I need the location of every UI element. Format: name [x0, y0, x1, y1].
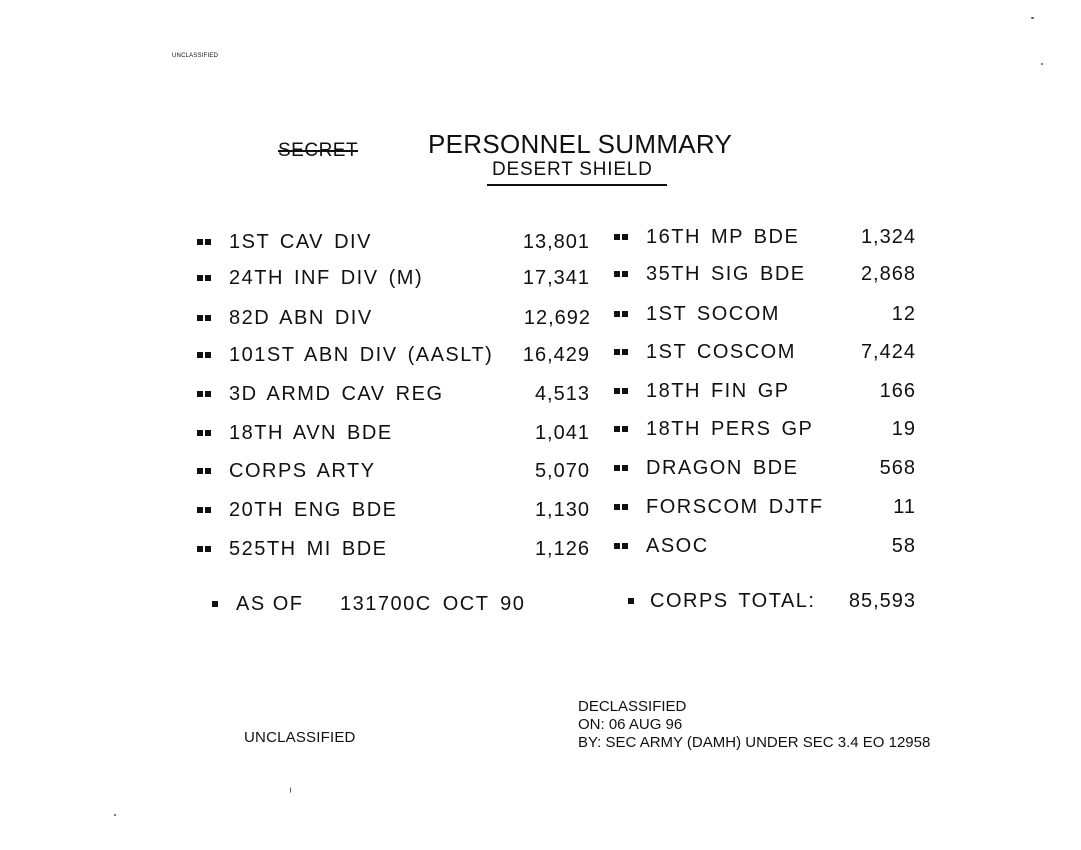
unit-name: 18TH AVN BDE [229, 422, 393, 444]
double-bullet-icon [197, 352, 213, 358]
double-bullet-icon [614, 543, 630, 549]
double-bullet-icon [197, 239, 213, 245]
unit-personnel-count: 12 [891, 303, 916, 325]
unit-name: 525TH MI BDE [229, 538, 388, 560]
unit-row [614, 341, 916, 367]
double-bullet-icon [614, 465, 630, 471]
unit-name: 1ST COSCOM [646, 341, 796, 363]
unit-name: 20TH ENG BDE [229, 499, 398, 521]
unit-personnel-count: 16,429 [522, 344, 590, 366]
double-bullet-icon [614, 271, 630, 277]
unit-personnel-count: 2,868 [860, 263, 916, 285]
double-bullet-icon [614, 388, 630, 394]
unit-personnel-count: 5,070 [534, 460, 590, 482]
unit-row [197, 422, 590, 448]
double-bullet-icon [197, 507, 213, 513]
unit-name: 1ST SOCOM [646, 303, 780, 325]
scan-speck [1041, 63, 1043, 65]
unit-personnel-count: 19 [891, 418, 916, 440]
double-bullet-icon [197, 315, 213, 321]
bullet-icon [212, 601, 218, 607]
double-bullet-icon [197, 546, 213, 552]
corps-total [628, 590, 918, 616]
unit-personnel-count: 1,126 [534, 538, 590, 560]
page-title: PERSONNEL SUMMARY [428, 129, 733, 159]
double-bullet-icon [614, 311, 630, 317]
double-bullet-icon [197, 391, 213, 397]
bullet-icon [628, 598, 634, 604]
double-bullet-icon [614, 234, 630, 240]
scan-speck [1031, 17, 1034, 19]
unit-row [197, 499, 590, 525]
unit-row [197, 344, 590, 370]
unit-name: CORPS ARTY [229, 460, 376, 482]
unit-row [614, 380, 916, 406]
unit-name: DRAGON BDE [646, 457, 799, 479]
top-classification-marking: UNCLASSIFIED [172, 53, 219, 59]
unit-personnel-count: 568 [879, 457, 916, 479]
unit-row [614, 496, 916, 522]
unit-name: 18TH FIN GP [646, 380, 790, 402]
unit-personnel-count: 1,324 [860, 226, 916, 248]
as-of-value: 131700C OCT 90 [340, 593, 526, 615]
unit-row [197, 231, 590, 257]
unit-personnel-count: 1,130 [534, 499, 590, 521]
unit-name: 16TH MP BDE [646, 226, 800, 248]
page-subtitle: DESERT SHIELD [492, 159, 653, 180]
unit-personnel-count: 58 [891, 535, 916, 557]
unit-row [197, 267, 590, 293]
unit-row [614, 226, 916, 252]
declassified-date-line: ON: 06 AUG 96 [578, 716, 683, 733]
double-bullet-icon [614, 426, 630, 432]
unit-row [197, 307, 591, 333]
unit-name: ASOC [646, 535, 709, 557]
double-bullet-icon [197, 468, 213, 474]
unit-personnel-count: 7,424 [860, 341, 916, 363]
unit-personnel-count: 11 [893, 496, 916, 518]
unit-row [614, 263, 916, 289]
unit-name: 35TH SIG BDE [646, 263, 806, 285]
corps-total-value: 85,593 [848, 590, 916, 612]
corps-total-label: CORPS TOTAL: [650, 590, 816, 612]
unit-name: 24TH INF DIV (M) [229, 267, 424, 289]
unit-row [614, 418, 916, 444]
unit-name: 3D ARMD CAV REG [229, 383, 444, 405]
double-bullet-icon [197, 275, 213, 281]
unit-personnel-count: 13,801 [522, 231, 590, 253]
struck-classification-marking: SECRET [278, 140, 359, 161]
as-of-label: AS OF [236, 593, 304, 615]
unit-personnel-count: 4,513 [534, 383, 590, 405]
declassified-authority-line: BY: SEC ARMY (DAMH) UNDER SEC 3.4 EO 12958 [578, 734, 931, 751]
double-bullet-icon [614, 504, 630, 510]
declassification-stamp [578, 698, 930, 752]
unit-row [614, 457, 916, 483]
unit-name: FORSCOM DJTF [646, 496, 824, 518]
scan-speck [114, 814, 116, 816]
unit-row [197, 383, 590, 409]
declassified-line: DECLASSIFIED [578, 698, 687, 715]
unit-row [197, 538, 590, 564]
double-bullet-icon [197, 430, 213, 436]
unit-row [614, 303, 916, 329]
unit-personnel-count: 166 [879, 380, 916, 402]
scan-speck [290, 787, 291, 793]
unit-name: 101ST ABN DIV (AASLT) [229, 344, 494, 366]
unit-personnel-count: 12,692 [523, 307, 591, 329]
unit-name: 18TH PERS GP [646, 418, 814, 440]
unit-name: 82D ABN DIV [229, 307, 373, 329]
unit-row [614, 535, 916, 561]
double-bullet-icon [614, 349, 630, 355]
bottom-classification-marking: UNCLASSIFIED [244, 729, 356, 746]
unit-personnel-count: 17,341 [522, 267, 590, 289]
unit-personnel-count: 1,041 [534, 422, 590, 444]
unit-row [197, 460, 590, 486]
subtitle-underline [487, 184, 667, 186]
unit-name: 1ST CAV DIV [229, 231, 372, 253]
